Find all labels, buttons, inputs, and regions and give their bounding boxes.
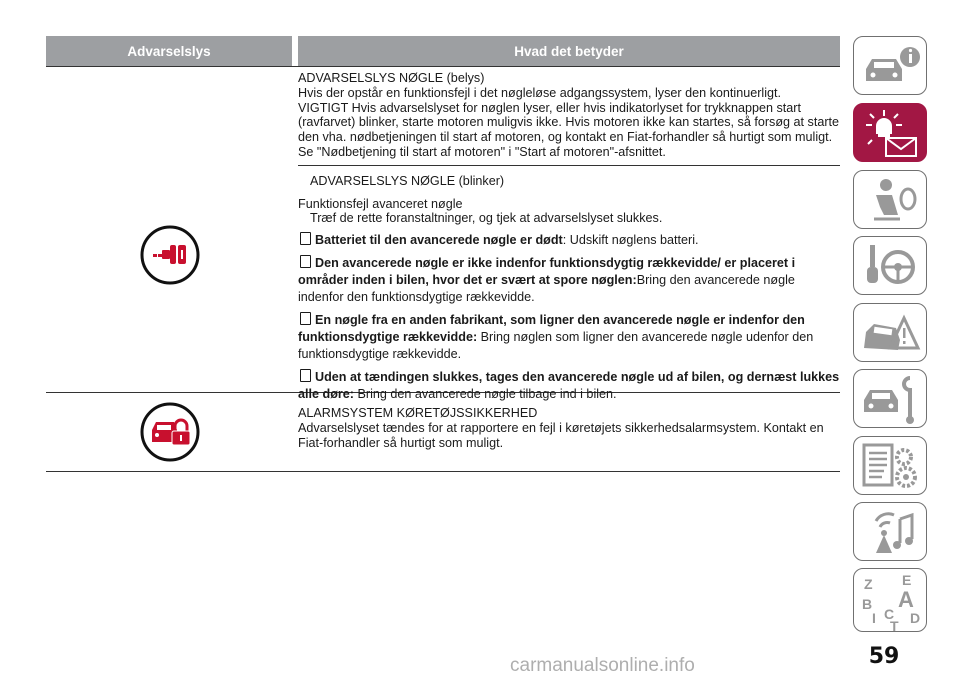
section-title: ADVARSELSLYS NØGLE (belys) xyxy=(298,71,485,85)
tab-safety[interactable] xyxy=(853,170,927,229)
index-letters-icon xyxy=(854,569,928,633)
key-steering-icon xyxy=(854,237,928,296)
svg-text:C: C xyxy=(884,606,895,622)
tab-warning-lights[interactable] xyxy=(853,103,927,162)
page-number: 59 xyxy=(868,644,900,669)
list-item: Den avancerede nøgle er ikke indenfor funktionsdygtig rækkevidde/ er placeret i områder inden i bilen, hvor det er svært at spore nøglen:Bring den avancerede nøgle indenfor den funktionsdygtige rækkevidde. xyxy=(298,256,796,305)
svg-text:Z: Z xyxy=(864,576,873,592)
header-meaning: Hvad det betyder xyxy=(514,43,624,59)
seat-airbag-icon xyxy=(854,171,928,230)
table-row xyxy=(46,67,840,402)
watermark: carmanualsonline.info xyxy=(510,655,695,676)
checkbox-icon xyxy=(300,312,311,325)
warning-lights-icon xyxy=(854,104,928,163)
security-alarm-icon xyxy=(140,402,200,462)
header-warning-light: Advarselslys xyxy=(127,43,211,59)
key-light-blinking-section: ADVARSELSLYS NØGLE (blinker) Funktionsfejl avanceret nøgle Træf de rette foranstaltninger, og tjek at advarselslyset slukkes. Batteriet til den avancerede nøgle er dødt: Udskift nøglens batteri. Den avancerede nøgle er ikke indenfor funktionsdygtig rækkevidde/ er placeret i områder inden i bilen, hvor det er svært at spore nøglen:Bring den avancerede nøgle indenfor den funktionsdygtige rækkevidde. En nøgle fra en anden fabrikant, som ligner den avancerede nøgle er indenfor den funktionsdygtige rækkevidde: Bring nøglen som ligner den avancerede nøgle udenfor den funktionsdygtige rækkevidde. Uden at tændingen slukkes, tages den avancerede nøgle ud af bilen, og dernæst lukkes alle døre: Bring den avancerede nøgle tilbage ind i bilen. xyxy=(298,173,840,402)
checkbox-icon xyxy=(300,369,311,382)
table-row: ALARMSYSTEM KØRETØJSSIKKERHED Advarselslyset tændes for at rapportere en fejl i køretøjets sikkerhedsalarmsystem. Kontakt en Fiat-forhandler så hurtigt som muligt. xyxy=(46,393,840,472)
checkbox-icon xyxy=(300,232,311,245)
key-light-on-section: ADVARSELSLYS NØGLE (belys) Hvis der opstår en funktionsfejl i det nøgleløse adgangssystem, lyser den kontinuerligt. VIGTIGT Hvis advarselslyset for nøglen lyser, eller hvis indikatorlyset for trykknappen start (ravfarvet) blinker, starte motoren muligvis ikke. Hvis motoren ikke kan startes, så forsøg at starte den vha. nødbetjeningen til start af motoren, og kontakt en Fiat-forhandler så hurtigt som muligt. Se "Nødbetjening til start af motoren" i "Start af motoren"-afsnittet. xyxy=(298,67,840,166)
list-item: Uden at tændingen slukkes, tages den avancerede nøgle ud af bilen, og dernæst lukkes alle døre: Bring den avancerede nøgle tilbage ind i bilen. xyxy=(298,370,840,402)
multimedia-icon xyxy=(854,503,928,562)
tab-technical-data[interactable] xyxy=(853,436,927,495)
car-info-icon xyxy=(854,37,928,96)
tab-starting-driving[interactable] xyxy=(853,236,927,295)
svg-text:A: A xyxy=(898,587,914,612)
table-header xyxy=(46,36,840,67)
tab-maintenance[interactable] xyxy=(853,369,927,428)
tab-car-info[interactable] xyxy=(853,36,927,95)
list-item: Batteriet til den avancerede nøgle er dødt: Udskift nøglens batteri. xyxy=(298,232,840,249)
car-accident-icon xyxy=(854,304,928,363)
svg-text:E: E xyxy=(902,572,912,588)
list-item: En nøgle fra en anden fabrikant, som ligner den avancerede nøgle er indenfor den funktionsdygtige rækkevidde: Bring nøglen som ligner den avancerede nøgle udenfor den funktionsdygtige rækkevidde. xyxy=(298,313,814,362)
section-title: ALARMSYSTEM KØRETØJSSIKKERHED xyxy=(298,406,538,420)
svg-text:D: D xyxy=(910,610,921,626)
svg-text:B: B xyxy=(862,596,873,612)
svg-text:I: I xyxy=(872,610,876,626)
tab-index[interactable] xyxy=(853,568,927,632)
specs-gears-icon xyxy=(854,437,928,496)
warning-lights-table xyxy=(46,36,840,472)
car-service-icon xyxy=(854,370,928,429)
checkbox-icon xyxy=(300,255,311,268)
tab-multimedia[interactable] xyxy=(853,502,927,561)
svg-text:T: T xyxy=(890,618,899,633)
tab-emergency[interactable] xyxy=(853,303,927,362)
section-title: ADVARSELSLYS NØGLE (blinker) xyxy=(310,173,505,188)
key-warning-icon xyxy=(140,225,200,285)
